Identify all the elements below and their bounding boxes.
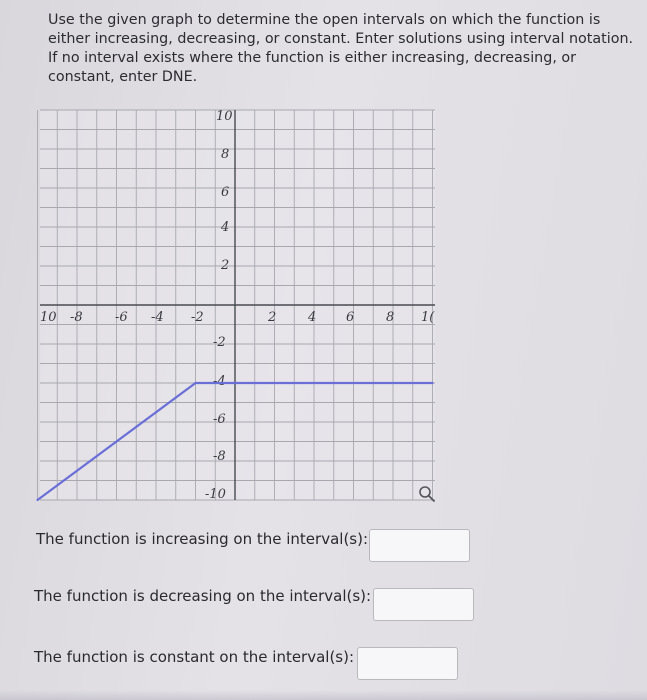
x-tick-label: 4 [308,310,317,325]
y-tick-label: 6 [221,185,230,200]
x-tick-label: -2 [191,310,204,325]
decreasing-label: The function is decreasing on the interval(s): [34,587,372,605]
y-tick-label: -4 [213,374,226,389]
constant-label: The function is constant on the interval(s): [34,648,355,666]
x-tick-label: 6 [346,310,355,325]
y-tick-label: 8 [221,147,230,162]
increasing-interval-input[interactable] [369,529,470,562]
y-tick-label: -6 [213,412,226,427]
x-tick-label: 8 [386,310,395,325]
constant-interval-input[interactable] [357,647,458,680]
x-tick-label: 1( [421,310,435,325]
x-tick-label: 2 [268,310,277,325]
decreasing-interval-input[interactable] [373,588,474,621]
question-prompt: Use the given graph to determine the open intervals on which the function is either increasing, decreasing, or constant. Enter solutions using interval notation. If no interval exists where the function is either increasing, decreasing, or constant, enter DNE. [48,12,634,85]
bottom-shadow [0,690,647,700]
x-tick-label: 10 [40,310,57,325]
y-tick-label: -10 [205,487,226,502]
x-tick-label: -6 [115,310,128,325]
increasing-label: The function is increasing on the interval(s): [36,530,369,548]
y-tick-label: -8 [213,449,226,464]
x-tick-label: -4 [151,310,164,325]
y-tick-label: -2 [213,335,226,350]
x-tick-label: -8 [70,310,83,325]
y-tick-label: 10 [216,109,233,124]
y-tick-label: 4 [221,220,230,235]
y-tick-label: 2 [221,258,230,273]
